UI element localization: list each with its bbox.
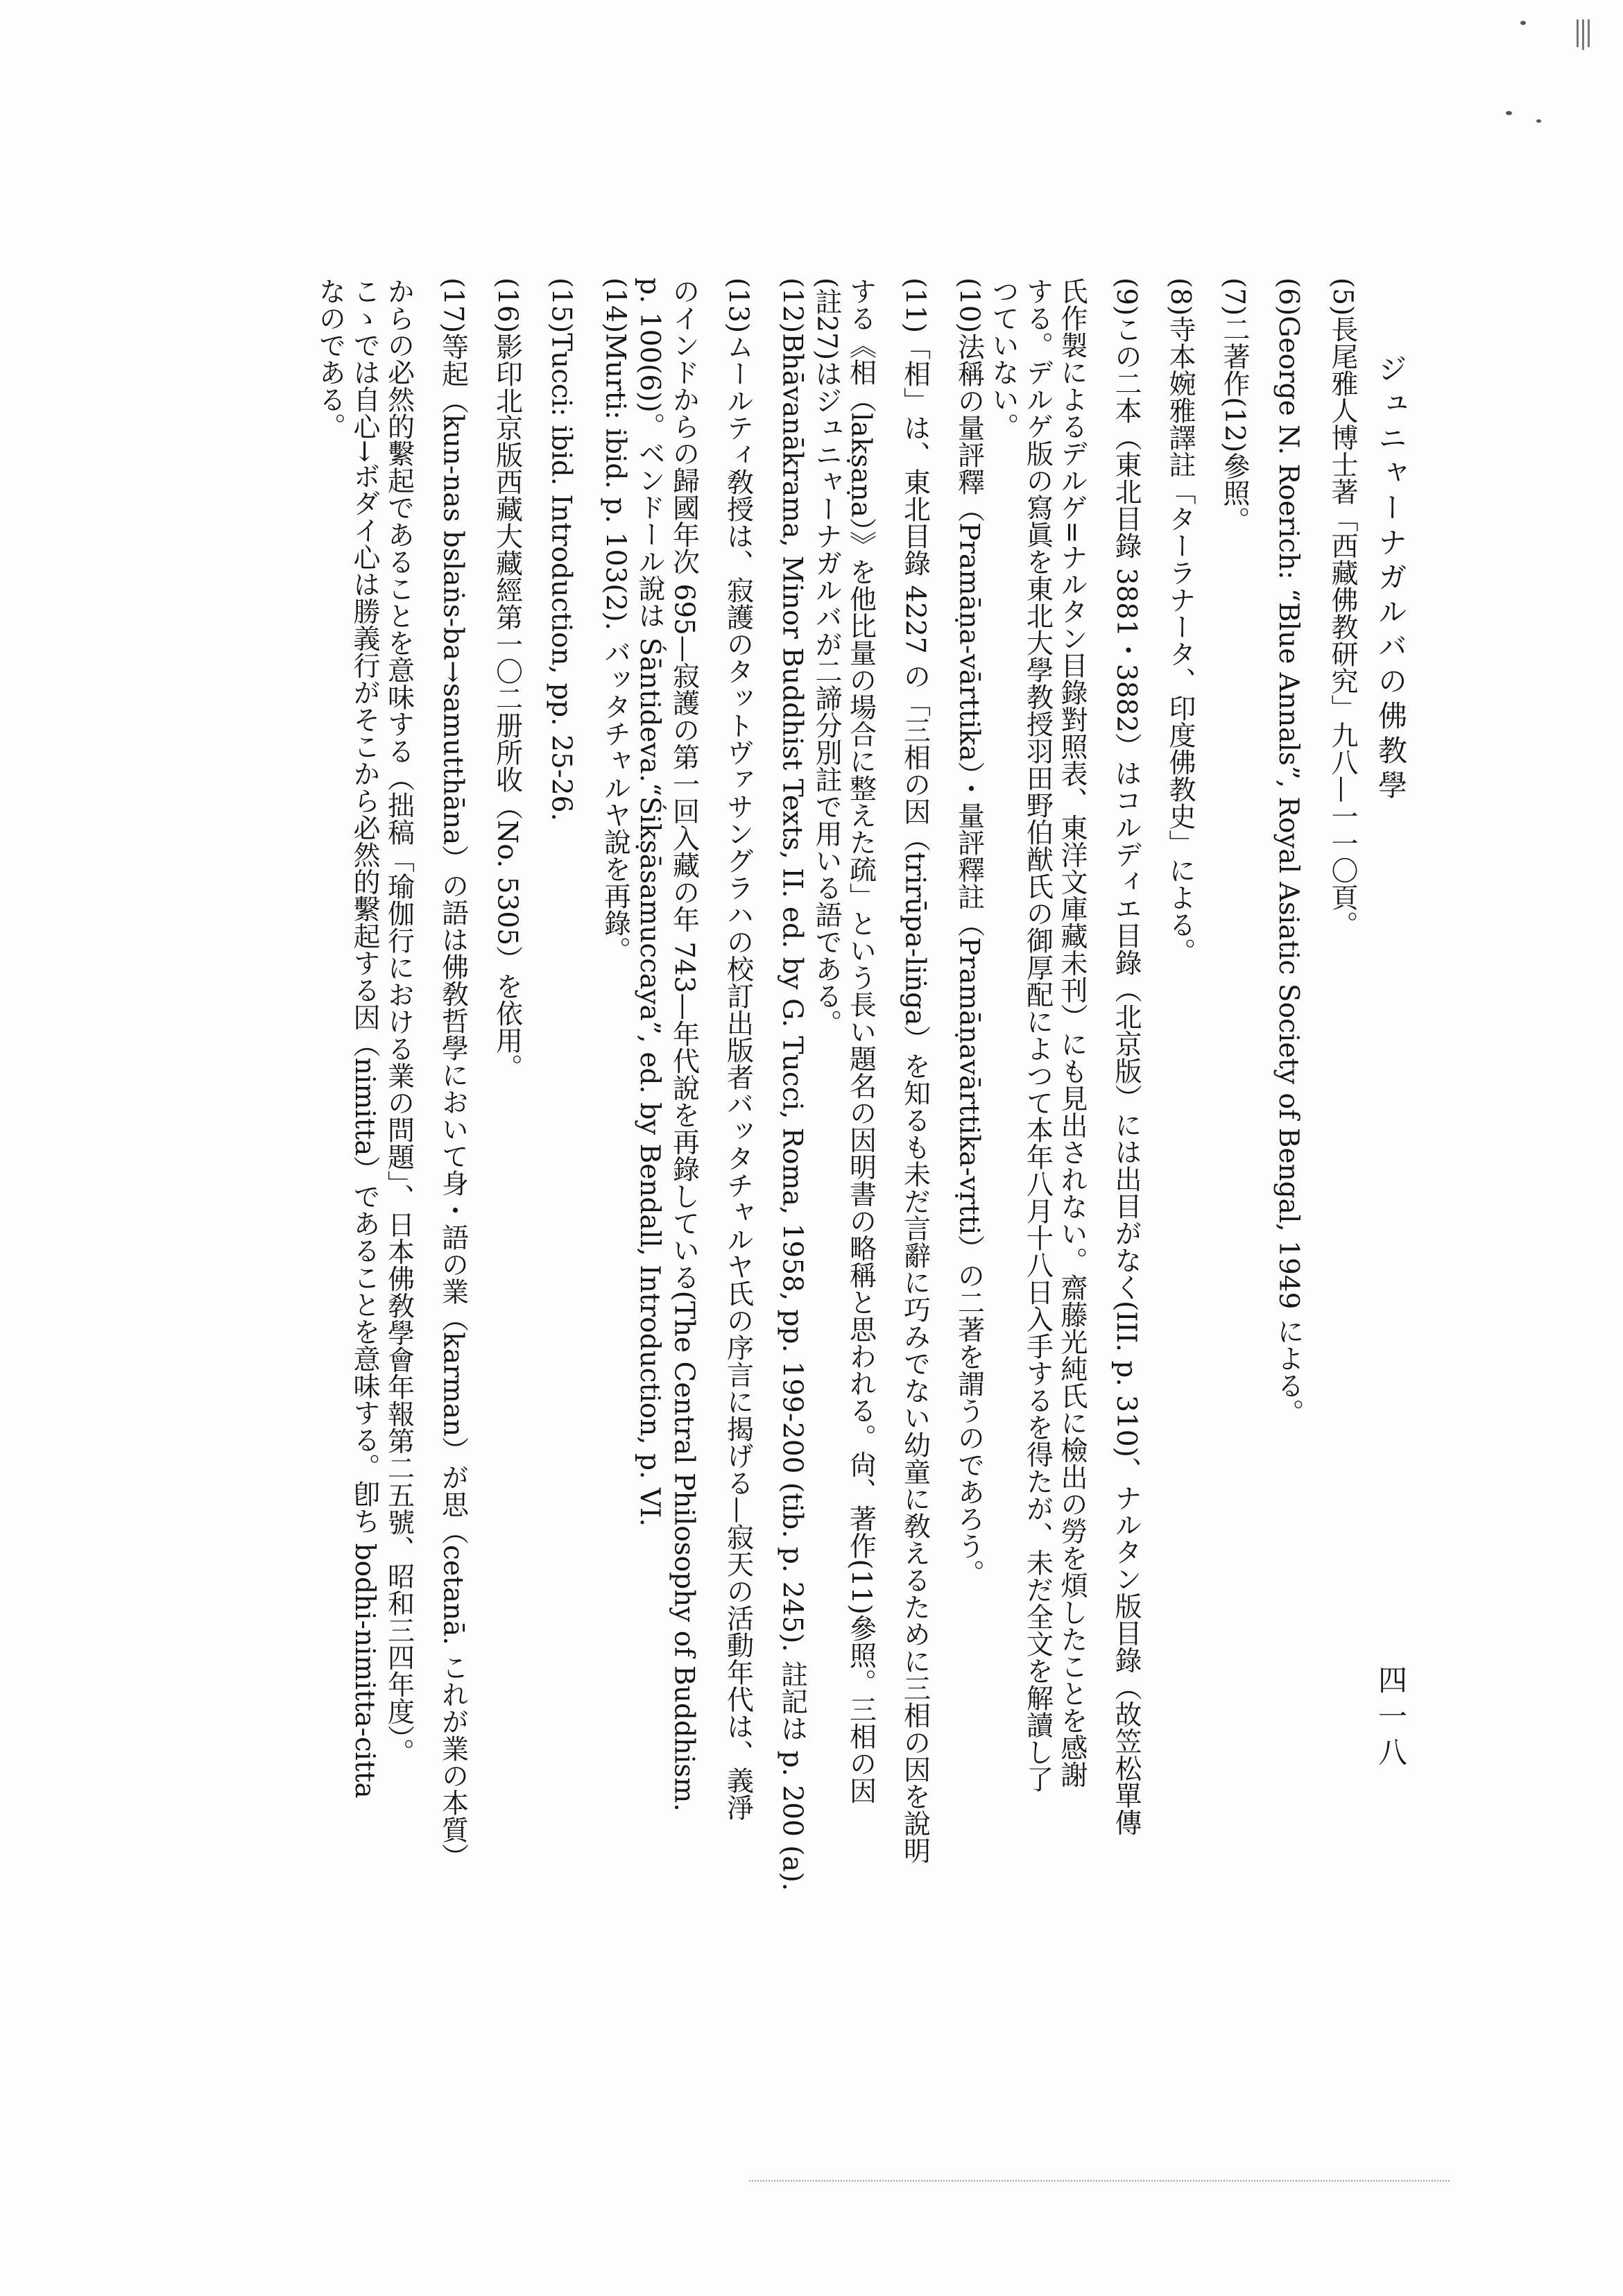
footnote-number: (5) — [1327, 277, 1358, 316]
footnote-text-continued: のインドからの歸國年次 695—寂護の第一回入藏の年 743—年代說を再錄している(The Central Philosophy of Buddhism. — [668, 277, 700, 1812]
footnote-text-continued: からの必然的繫起であることを意味する（拙稿「瑜伽行における業の問題」、日本佛敎學會年報第二五號、昭和三四年度）。 — [383, 277, 415, 1765]
footnote-text-continued: こゝでは自心→ボダイ心は勝義行がそこから必然的繫起する因（nimitta）であることを意味する。卽ち bodhi-nimitta-citta — [349, 277, 380, 1799]
scan-edge-mark — [1577, 19, 1579, 47]
footnote-7 — [1197, 277, 1251, 2199]
footnote-text-continued: つていない。 — [988, 277, 1019, 440]
scan-speck — [1520, 21, 1526, 25]
footnote-text: George N. Roerich: “Blue Annals”, Royal Asiatic Society of Bengal, 1949 による。 — [1273, 316, 1304, 1426]
footnote-16 — [470, 277, 524, 2199]
footnote-text: Murti: ibid. p. 103(2). バッタチャルヤ說を再錄。 — [599, 333, 631, 964]
footnote-5 — [1305, 277, 1359, 2199]
scan-speck — [1506, 111, 1512, 115]
footnote-text-continued: なのである。 — [314, 277, 346, 440]
footnote-text-continued: する《相（lakṣaṇa）》を他比量の場合に整えた疏」という長い題名の因明書の略稱と思われる。尙、著作(11)參照。三相の因 — [845, 277, 877, 1804]
footnote-number: (10) — [953, 277, 985, 334]
footnote-14 — [578, 277, 633, 2199]
footnote-text: 二著作(12)參照。 — [1219, 316, 1250, 534]
page-number: 四一八 — [1374, 1665, 1408, 1773]
footnote-12 — [755, 277, 809, 2199]
footnote-text-continued: (註27)はジュニャーナガルバが二諦分別註で用いる語である。 — [811, 277, 842, 1037]
footnote-text: Bhāvanākrama, Minor Buddhist Texts, II. ed. by G. Tucci, Roma, 1958, pp. 199-200 (tib. p. 245). 註記は p. 200 (a). — [776, 333, 808, 1892]
footnote-11 — [878, 277, 932, 2199]
running-head: ジュニャーナガルバの佛教學 — [1374, 354, 1408, 805]
footnote-6 — [1251, 277, 1305, 2199]
footnote-text-continued: する。デルゲ版の寫眞を東北大學教授羽田野伯猷氏の御厚配によつて本年八月十八日入手するを得たが、未だ全文を解讀し了 — [1022, 277, 1054, 1792]
footnote-number: (12) — [776, 277, 808, 334]
footnote-text-continued: p. 100(6))。ベンドール說は Śāntideva.“Śikṣāsamuccaya”, ed. by Bendall, Introduction, p. VI. — [634, 277, 665, 1527]
scan-bottom-dotted-rule — [749, 2180, 1450, 2182]
footnote-text: ムールティ敎授は、寂護のタットヴァサングラハの校訂出版者バッタチャルヤ氏の序言に揭げる—寂天の活動年代は、義淨 — [722, 333, 754, 1822]
footnote-text: 「相」は、東北目錄 4227 の「三相の因（trirūpa-liṅga）を知るも未だ言辭に巧みでない幼童に敎えるために三相の因を說明 — [899, 333, 931, 1865]
footnote-10 — [932, 277, 986, 2199]
footnote-text: 長尾雅人博士著「西藏佛教研究」九八—一一〇頁。 — [1327, 316, 1358, 939]
footnote-text: 法稱の量評釋（Pramāṇa-vārttika）・量評釋註（Pramāṇavārttika-vṛtti）の二著を謂うのであろう。 — [953, 333, 985, 1587]
footnote-number: (17) — [437, 277, 469, 334]
footnote-8 — [1143, 277, 1197, 2199]
footnote-number: (7) — [1219, 277, 1250, 316]
footnote-number: (13) — [722, 277, 754, 334]
footnote-13 — [701, 277, 755, 2199]
footnote-text: Tucci: ibid. Introduction, pp. 25-26. — [545, 333, 577, 821]
scan-edge-mark — [1588, 19, 1590, 47]
footnote-number: (16) — [491, 277, 523, 334]
footnote-number: (9) — [1110, 277, 1142, 316]
footnote-number: (14) — [599, 277, 631, 334]
footnote-9 — [1089, 277, 1143, 2199]
footnote-number: (15) — [545, 277, 577, 334]
footnote-text: 影印北京版西藏大藏經第一〇二册所收（No. 5305）を依用。 — [491, 333, 523, 1081]
footnote-number: (6) — [1273, 277, 1304, 316]
footnote-text-continued: 氏作製によるデルゲ=ナルタン目錄對照表、東洋文庫藏未刊）にも見出されない。齋藤光純氏に檢出の勞を煩したことを感謝 — [1056, 277, 1088, 1788]
footnote-15 — [524, 277, 578, 2199]
footnote-number: (11) — [899, 277, 931, 334]
footnote-17 — [416, 277, 470, 2199]
footnotes-block — [208, 277, 1359, 2199]
scan-speck — [1536, 119, 1541, 123]
footnote-text: 等起（kun-nas bslaṅs-ba→samutthāna）の語は佛敎哲學において身・語の業（karman）が思（cetanā. これが業の本質） — [437, 333, 469, 1871]
footnote-text: この二本（東北目錄 3881・3882）はコルディエ目錄（北京版）には出目がなく(III. p. 310)、ナルタン版目錄（故笠松單傳 — [1110, 316, 1142, 1836]
scan-edge-mark — [1582, 19, 1584, 50]
footnote-number: (8) — [1165, 277, 1196, 316]
footnote-text: 寺本婉雅譯註「ターラナータ、印度佛教史」による。 — [1165, 316, 1196, 966]
